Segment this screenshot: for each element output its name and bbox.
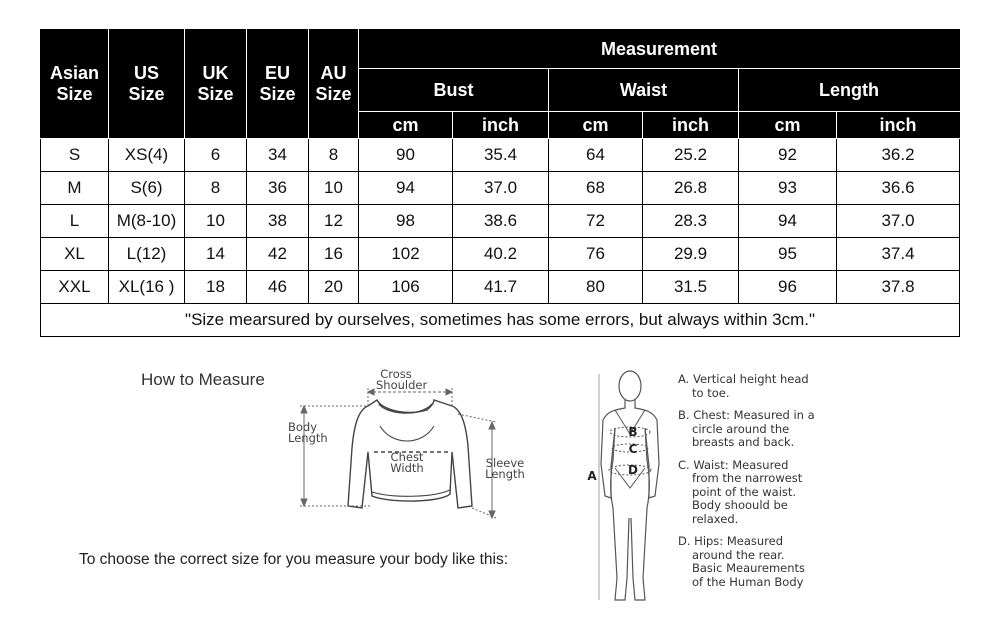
- table-row: [41, 205, 960, 238]
- table-cell: 106: [359, 271, 453, 304]
- table-cell: 35.4: [453, 139, 549, 172]
- table-cell: 10: [185, 205, 247, 238]
- table-cell: 28.3: [643, 205, 739, 238]
- header-unit: cm: [739, 112, 837, 139]
- table-cell: 37.8: [837, 271, 960, 304]
- marker-a: A: [587, 469, 597, 483]
- label-body-length: Body Length: [288, 420, 328, 445]
- table-cell: 68: [549, 172, 643, 205]
- table-cell: XXL: [41, 271, 109, 304]
- size-chart-table: [40, 29, 960, 337]
- table-cell: 76: [549, 238, 643, 271]
- table-cell: 93: [739, 172, 837, 205]
- table-cell: 14: [185, 238, 247, 271]
- table-cell: S(6): [109, 172, 185, 205]
- table-cell: 37.0: [837, 205, 960, 238]
- table-cell: 102: [359, 238, 453, 271]
- table-cell: 95: [739, 238, 837, 271]
- table-cell: 92: [739, 139, 837, 172]
- header-us-size: US Size: [109, 30, 185, 139]
- table-cell: 16: [309, 238, 359, 271]
- table-cell: 8: [185, 172, 247, 205]
- table-note: "Size mearsured by ourselves, sometimes has some errors, but always within 3cm.": [41, 304, 960, 337]
- table-cell: 64: [549, 139, 643, 172]
- table-cell: S: [41, 139, 109, 172]
- marker-d: D: [628, 463, 638, 477]
- header-bust: Bust: [359, 69, 549, 112]
- table-cell: XS(4): [109, 139, 185, 172]
- header-uk-size: UK Size: [185, 30, 247, 139]
- table-cell: 10: [309, 172, 359, 205]
- header-unit: cm: [549, 112, 643, 139]
- note-a: A. Vertical height head to toe.: [678, 372, 809, 400]
- table-cell: 20: [309, 271, 359, 304]
- body-silhouette-icon: [585, 368, 675, 613]
- note-d: D. Hips: Measured around the rear. Basic Meaurements of the Human Body: [678, 534, 806, 589]
- table-cell: 8: [309, 139, 359, 172]
- table-cell: 80: [549, 271, 643, 304]
- how-to-measure-title: How to Measure: [141, 370, 265, 389]
- marker-c: C: [628, 442, 638, 456]
- table-cell: 94: [739, 205, 837, 238]
- table-cell: 37.4: [837, 238, 960, 271]
- table-cell: 37.0: [453, 172, 549, 205]
- table-cell: 29.9: [643, 238, 739, 271]
- table-cell: 90: [359, 139, 453, 172]
- marker-b: B: [628, 425, 638, 439]
- measure-instruction: To choose the correct size for you measure your body like this:: [79, 551, 509, 568]
- label-cross-shoulder: Cross Shoulder: [376, 367, 428, 392]
- table-cell: L(12): [109, 238, 185, 271]
- header-unit: inch: [643, 112, 739, 139]
- note-b: B. Chest: Measured in a circle around the breasts and back.: [678, 408, 815, 449]
- table-cell: 72: [549, 205, 643, 238]
- label-chest-width: Chest Width: [390, 450, 424, 475]
- table-cell: M: [41, 172, 109, 205]
- table-cell: 6: [185, 139, 247, 172]
- header-measurement: Measurement: [359, 30, 960, 69]
- table-cell: M(8-10): [109, 205, 185, 238]
- table-cell: 36.2: [837, 139, 960, 172]
- table-cell: XL: [41, 238, 109, 271]
- table-cell: 31.5: [643, 271, 739, 304]
- table-cell: 46: [247, 271, 309, 304]
- header-eu-size: EU Size: [247, 30, 309, 139]
- body-figure: [585, 368, 675, 613]
- table-cell: 38.6: [453, 205, 549, 238]
- table-cell: 26.8: [643, 172, 739, 205]
- header-unit: inch: [453, 112, 549, 139]
- table-cell: 12: [309, 205, 359, 238]
- table-cell: 40.2: [453, 238, 549, 271]
- table-cell: 34: [247, 139, 309, 172]
- table-cell: 36.6: [837, 172, 960, 205]
- measurement-notes: [678, 373, 858, 598]
- table-cell: L: [41, 205, 109, 238]
- header-unit: inch: [837, 112, 960, 139]
- header-length: Length: [739, 69, 960, 112]
- table-cell: 25.2: [643, 139, 739, 172]
- table-cell: 42: [247, 238, 309, 271]
- header-au-size: AU Size: [309, 30, 359, 139]
- table-row: [41, 238, 960, 271]
- header-waist: Waist: [549, 69, 739, 112]
- sweater-diagram: [282, 366, 532, 526]
- table-cell: 98: [359, 205, 453, 238]
- table-cell: 38: [247, 205, 309, 238]
- table-cell: 36: [247, 172, 309, 205]
- table-cell: 41.7: [453, 271, 549, 304]
- table-cell: 96: [739, 271, 837, 304]
- label-sleeve-length: Sleeve Length: [485, 456, 525, 481]
- header-asian-size: Asian Size: [41, 30, 109, 139]
- table-cell: 18: [185, 271, 247, 304]
- note-c: C. Waist: Measured from the narrowest point of the waist. Body shoould be relaxed.: [678, 457, 803, 526]
- header-unit: cm: [359, 112, 453, 139]
- table-cell: XL(16 ): [109, 271, 185, 304]
- table-row: [41, 271, 960, 304]
- table-cell: 94: [359, 172, 453, 205]
- table-row: [41, 172, 960, 205]
- table-row: [41, 139, 960, 172]
